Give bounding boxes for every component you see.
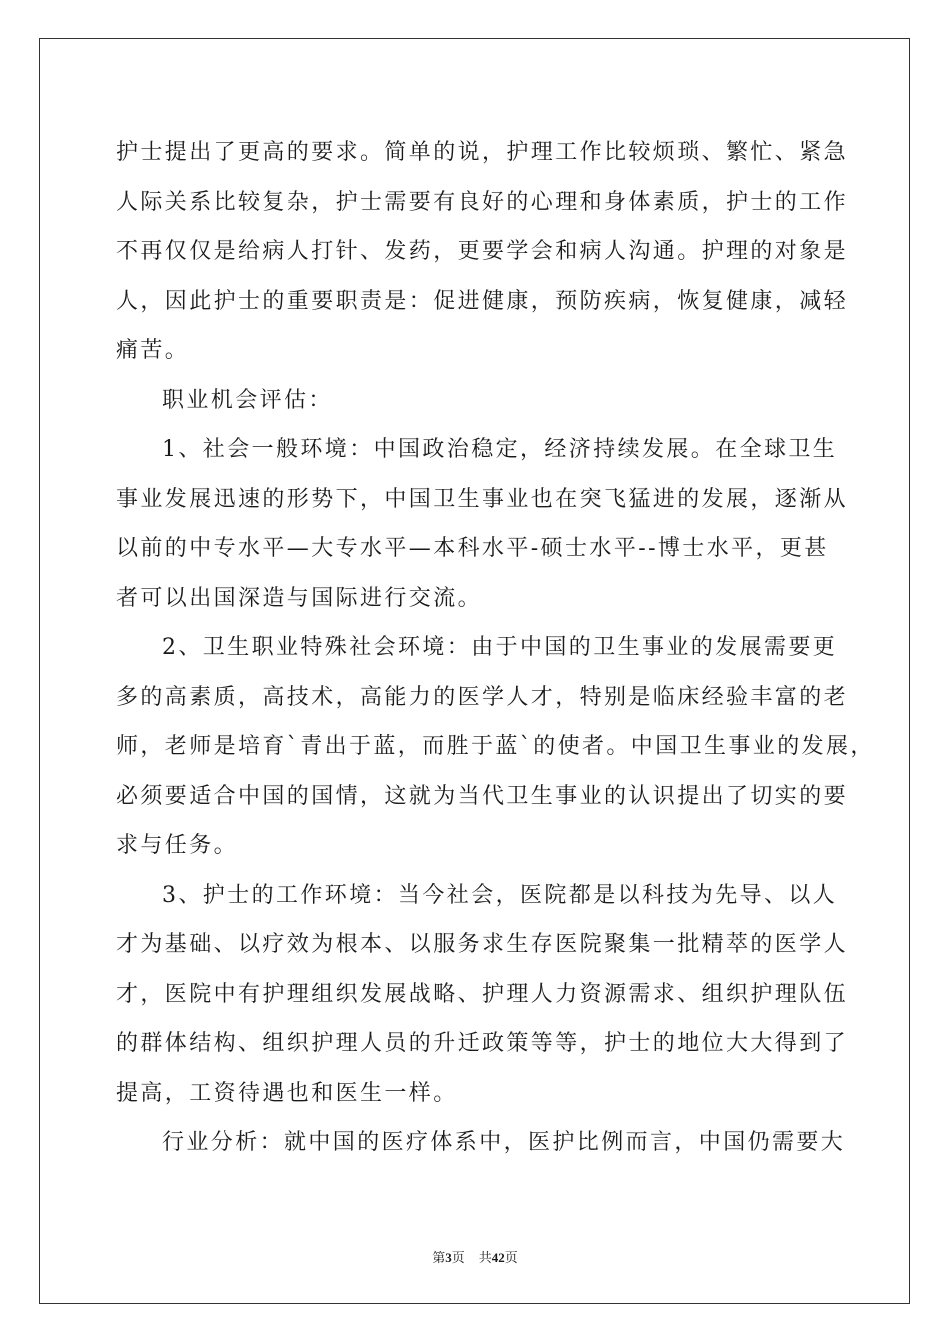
text-line: 提高，工资待遇也和医生一样。 bbox=[116, 1080, 458, 1106]
text-line: 人，因此护士的重要职责是：促进健康，预防疾病，恢复健康，减轻 bbox=[116, 288, 849, 314]
text-line: 2、卫生职业特殊社会环境：由于中国的卫生事业的发展需要更 bbox=[162, 635, 838, 660]
total-pages: 42 bbox=[491, 1250, 505, 1265]
page-footer bbox=[0, 1247, 950, 1266]
page-suffix: 页 bbox=[451, 1250, 465, 1265]
total-prefix: 共 bbox=[478, 1250, 492, 1265]
text-line: 求与任务。 bbox=[116, 833, 239, 858]
text-line: 的群体结构、组织护理人员的升迁政策等等，护士的地位大大得到了 bbox=[116, 1031, 849, 1056]
text-line: 职业机会评估： bbox=[162, 387, 333, 413]
text-line: 1、社会一般环境：中国政治稳定，经济持续发展。在全球卫生 bbox=[162, 437, 838, 462]
text-line: 必须要适合中国的国情，这就为当代卫生事业的认识提出了切实的要 bbox=[116, 783, 849, 809]
page-number: 3 bbox=[445, 1250, 452, 1265]
text-line: 师，老师是培育`青出于蓝，而胜于蓝`的使者。中国卫生事业的发展， bbox=[116, 734, 875, 759]
page-prefix: 第 bbox=[432, 1250, 446, 1265]
text-line: 多的高素质，高技术，高能力的医学人才，特别是临床经验丰富的老 bbox=[116, 684, 849, 710]
text-line: 才为基础、以疗效为根本、以服务求生存医院聚集一批精萃的医学人 bbox=[116, 932, 849, 957]
text-line: 护士提出了更高的要求。简单的说，护理工作比较烦琐、繁忙、紧急 bbox=[116, 140, 849, 165]
text-line: 不再仅仅是给病人打针、发药，更要学会和病人沟通。护理的对象是 bbox=[116, 239, 849, 264]
total-suffix: 页 bbox=[504, 1250, 518, 1265]
text-line: 事业发展迅速的形势下，中国卫生事业也在突飞猛进的发展，逐渐从 bbox=[116, 486, 849, 512]
text-line: 才，医院中有护理组织发展战略、护理人力资源需求、组织护理队伍 bbox=[116, 981, 849, 1007]
text-line: 以前的中专水平—大专水平—本科水平-硕士水平--博士水平，更甚 bbox=[116, 536, 829, 561]
text-line: 痛苦。 bbox=[116, 338, 190, 363]
document-body bbox=[116, 128, 875, 1168]
text-line: 行业分析：就中国的医疗体系中，医护比例而言，中国仍需要大 bbox=[162, 1130, 846, 1155]
text-line: 者可以出国深造与国际进行交流。 bbox=[116, 585, 483, 611]
text-line: 3、护士的工作环境：当今社会，医院都是以科技为先导、以人 bbox=[162, 882, 838, 908]
text-line: 人际关系比较复杂，护士需要有良好的心理和身体素质，护士的工作 bbox=[116, 189, 849, 215]
